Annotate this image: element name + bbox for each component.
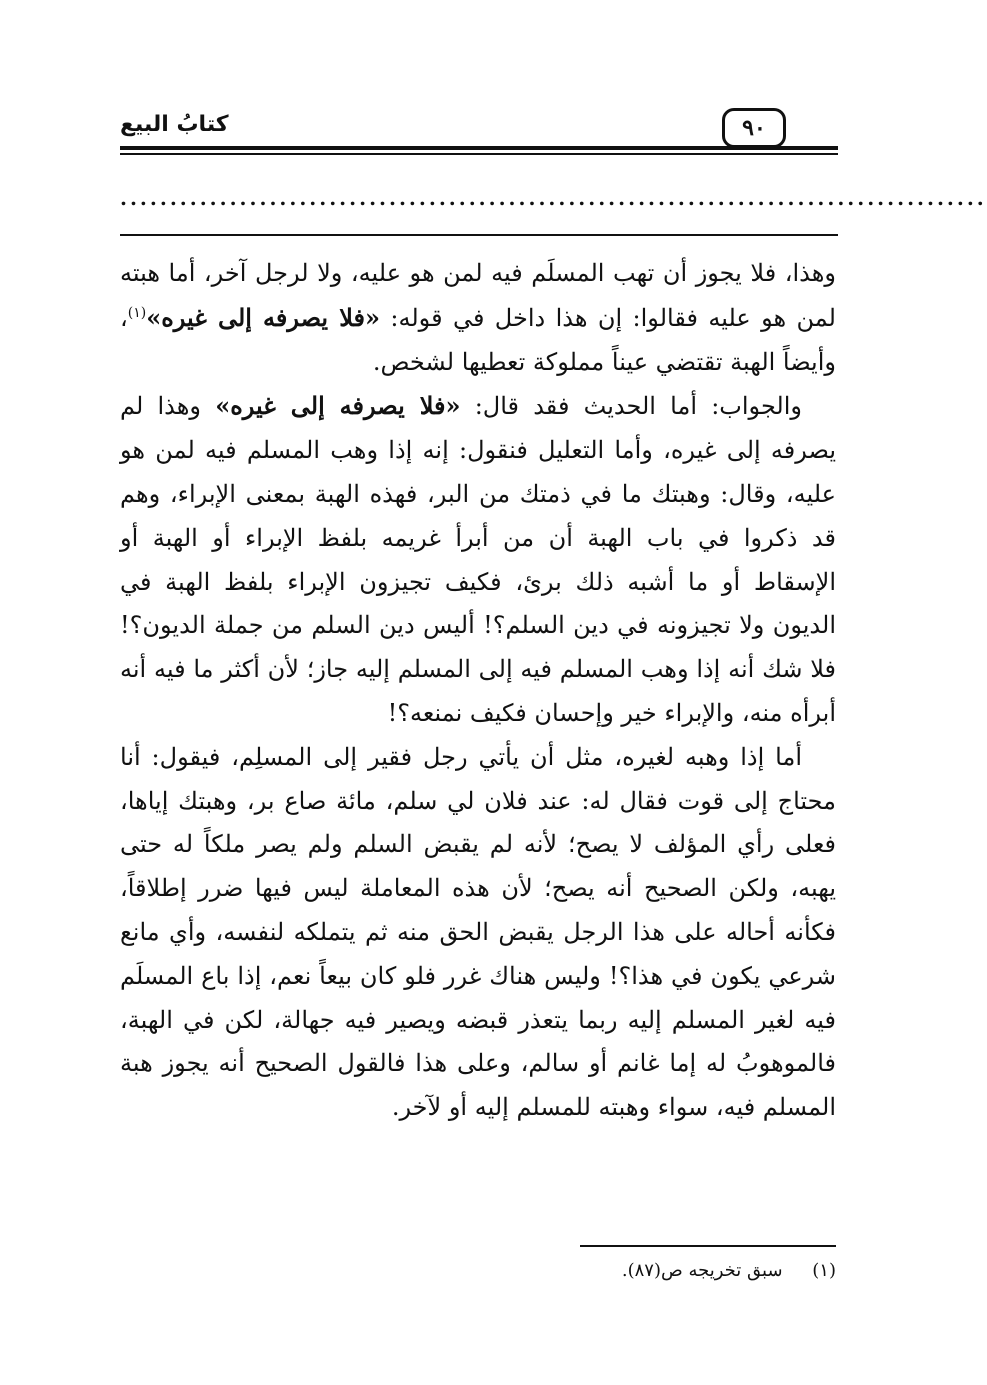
book-title: كتابُ البيع [120, 112, 229, 137]
paragraph-2-text-b: وهذا لم يصرفه إلى غيره، وأما التعليل فنقول: إنه إذا وهب المسلم فيه لمن هو عليه، وقال: وهبتك ما في ذمتك من البر، فهذه الهبة بمعنى الإبراء، وهم قد ذكروا في باب الهبة أن من أبرأ غريمه بلفظ الإبراء أو الهبة أو الإسقاط أو ما أشبه ذلك برئ، فكيف تجيزون الإبراء بلفظ الهبة في الديون ولا تجيزونه في دين السلم؟! أليس دين السلم من جملة الديون؟! فلا شك أنه إذا وهب المسلم فيه إلى المسلم إليه جاز؛ لأن أكثر ما فيه أنه أبرأه منه، والإبراء خير وإحسان فكيف نمنعه؟! [120, 392, 836, 727]
paragraph-1 [120, 252, 836, 384]
hadith-quote-2: «فلا يصرفه إلى غيره» [215, 391, 461, 421]
paragraph-2 [120, 384, 836, 735]
main-text [120, 252, 836, 1130]
paragraph-1-text-a: وهذا، فلا يجوز أن تهب المسلَم فيه لمن هو عليه، ولا لرجل آخر، أما هبته لمن هو عليه فقالوا: إن هذا داخل في قوله: [120, 259, 836, 332]
page-header [120, 108, 838, 152]
paragraph-2-text-a: والجواب: أما الحديث فقد قال: [460, 392, 802, 421]
footnote-reference: (١) [127, 304, 147, 321]
footnote-rule [580, 1245, 836, 1247]
footnote-text: سبق تخريجه ص(٨٧). [621, 1260, 783, 1281]
header-rule-thin [120, 153, 838, 155]
paragraph-3: أما إذا وهبه لغيره، مثل أن يأتي رجل فقير إلى المسلِم، فيقول: أنا محتاج إلى قوت فقال له: عند فلان لي سلم، مائة صاع بر، وهبتك إياها، فعلى رأي المؤلف لا يصح؛ لأنه لم يقبض السلم ولم يصر ملكاً له حتى يهبه، ولكن الصحيح أنه يصح؛ لأن هذه المعاملة ليس فيها ضرر إطلاقاً، فكأنه أحاله على هذا الرجل يقبض الحق منه ثم يتملكه لنفسه، وأي مانع شرعي يكون في هذا؟! وليس هناك غرر فلو كان بيعاً نعم، إذا باع المسلَم فيه لغير المسلم إليه ربما يتعذر قبضه ويصير فيه جهالة، لكن في الهبة، فالموهوبُ له إما غانم أو سالم، وعلى هذا فالقول الصحيح أنه يجوز هبة المسلم فيه، سواء وهبته للمسلم إليه أو لآخر. [120, 742, 836, 1122]
paragraph-1-text-b: ، وأيضاً الهبة تقتضي عيناً مملوكة تعطيها لشخص. [120, 303, 836, 376]
dotted-separator: ....................................................................................... [120, 186, 987, 210]
hadith-quote-1: «فلا يصرفه إلى غيره» [146, 302, 381, 332]
footnote [420, 1258, 836, 1284]
text-top-rule [120, 234, 838, 236]
page-number: ٩٠ [722, 108, 786, 148]
footnote-number: (١) [812, 1260, 836, 1281]
